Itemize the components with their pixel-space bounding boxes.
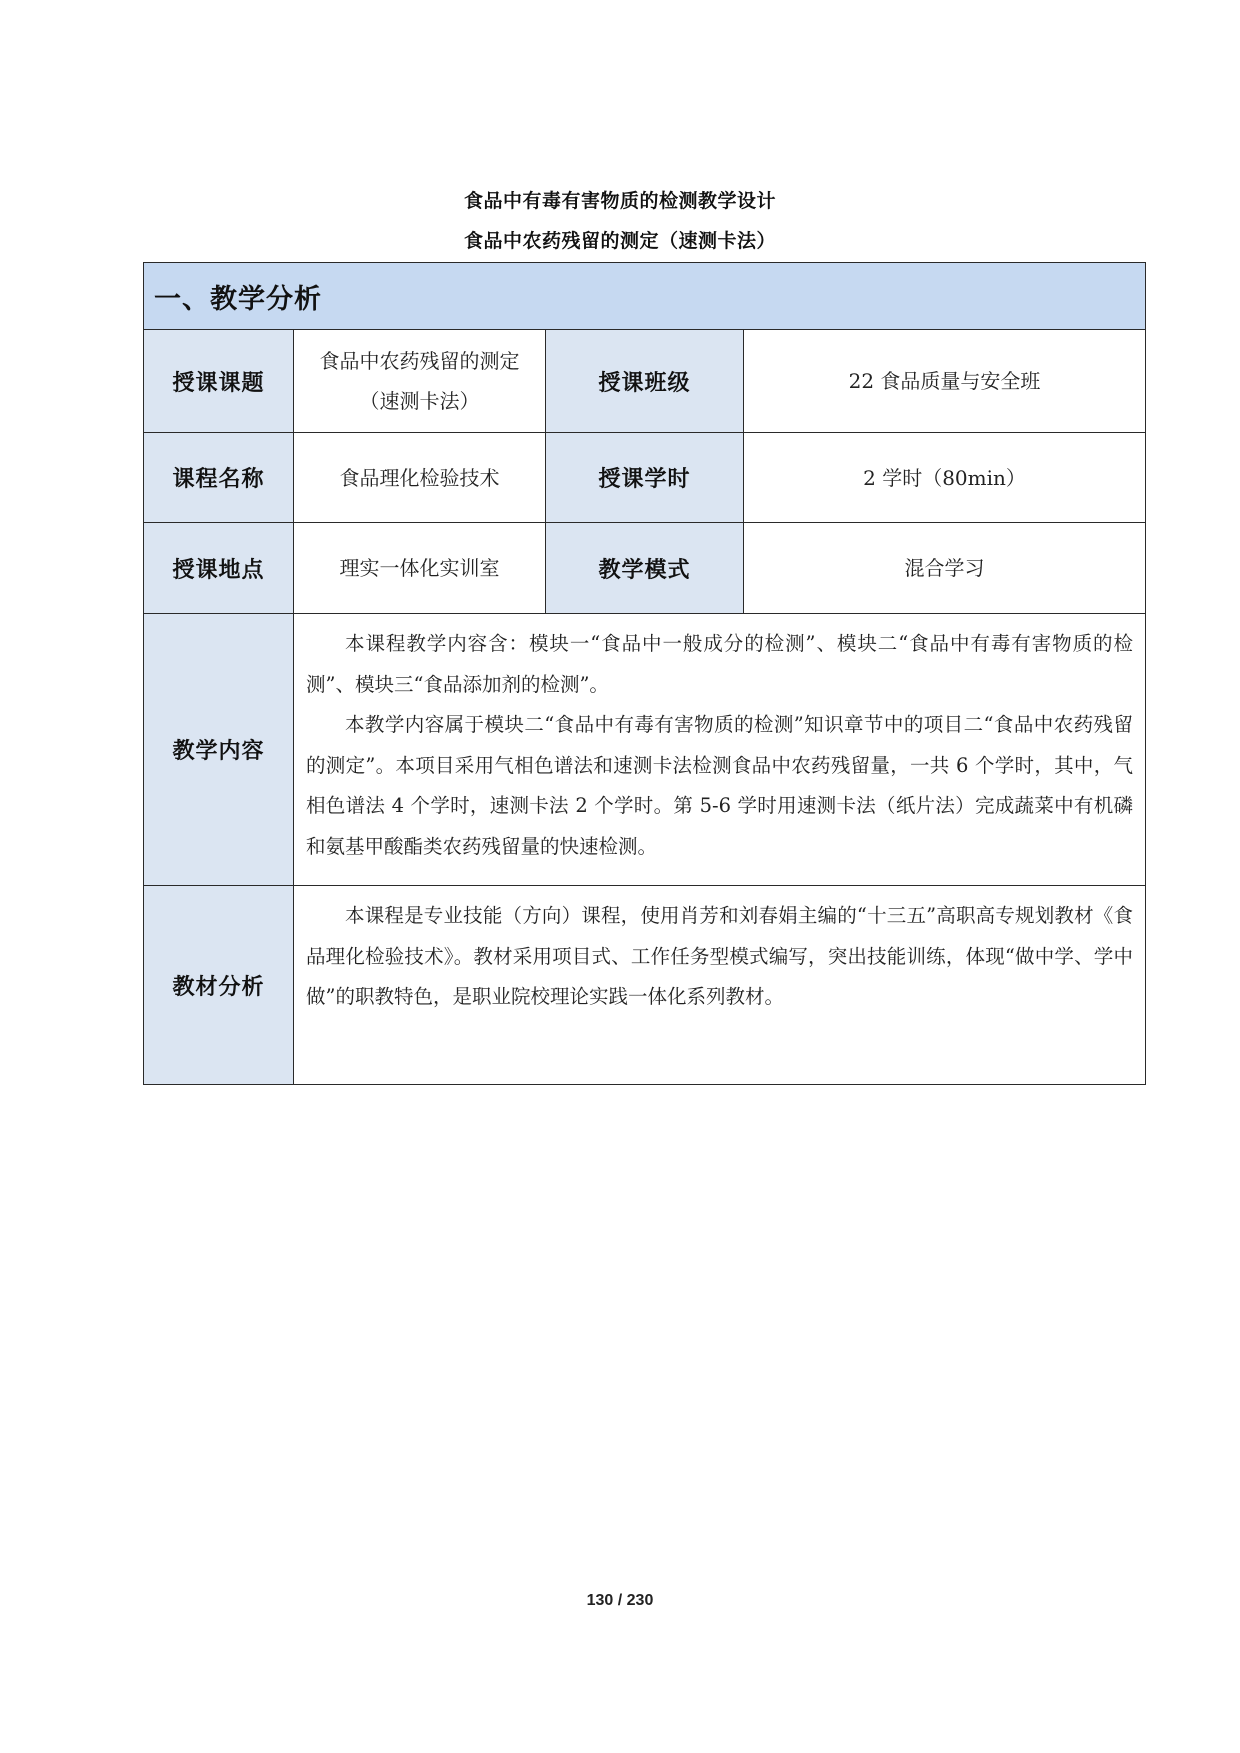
table-row: [144, 433, 1146, 523]
course-topic-line-1: 食品中农药残留的测定: [319, 349, 520, 373]
row-label-class: 授课班级: [546, 330, 744, 433]
class-value: 22 食品质量与安全班: [744, 330, 1146, 433]
teaching-content-text: [294, 614, 1146, 886]
row-label-textbook-analysis: 教材分析: [144, 886, 294, 1085]
teaching-content-paragraph-1: 本课程教学内容含：模块一“食品中一般成分的检测”、模块二“食品中有毒有害物质的检测”、模块三“食品添加剂的检测”。: [306, 632, 1133, 696]
textbook-analysis-paragraph-1: 本课程是专业技能（方向）课程，使用肖芳和刘春娟主编的“十三五”高职高专规划教材《食品理化检验技术》。教材采用项目式、工作任务型模式编写，突出技能训练，体现“做中学、学中做”的职教特色，是职业院校理论实践一体化系列教材。: [306, 904, 1133, 1008]
table-row: [144, 330, 1146, 433]
course-topic-line-2: （速测卡法）: [359, 389, 480, 413]
teaching-mode-value: 混合学习: [744, 523, 1146, 614]
row-label-course-topic: 授课课题: [144, 330, 294, 433]
location-value: 理实一体化实训室: [294, 523, 546, 614]
class-hours-value: 2 学时（80min）: [744, 433, 1146, 523]
row-label-course-name: 课程名称: [144, 433, 294, 523]
section-heading: 一、教学分析: [144, 263, 1146, 330]
table-row: [144, 886, 1146, 1085]
table-row: [144, 523, 1146, 614]
row-label-teaching-content: 教学内容: [144, 614, 294, 886]
teaching-analysis-table: [143, 262, 1146, 1085]
course-topic-value: [294, 330, 546, 433]
page-number: 130 / 230: [586, 1592, 654, 1609]
document-subtitle: 食品中农药残留的测定（速测卡法）: [463, 230, 776, 252]
teaching-content-paragraph-2: 本教学内容属于模块二“食品中有毒有害物质的检测”知识章节中的项目二“食品中农药残留的测定”。本项目采用气相色谱法和速测卡法检测食品中农药残留量，一共 6 个学时，其中，气相色谱法 4 个学时，速测卡法 2 个学时。第 5-6 学时用速测卡法（纸片法）完成蔬菜中有机磷和氨基甲酸酯类农药残留量的快速检测。: [306, 713, 1133, 858]
textbook-analysis-text: [294, 886, 1146, 1085]
row-label-teaching-mode: 教学模式: [546, 523, 744, 614]
row-label-location: 授课地点: [144, 523, 294, 614]
row-label-class-hours: 授课学时: [546, 433, 744, 523]
document-title: 食品中有毒有害物质的检测教学设计: [463, 190, 776, 212]
course-name-value: 食品理化检验技术: [294, 433, 546, 523]
table-row: [144, 614, 1146, 886]
